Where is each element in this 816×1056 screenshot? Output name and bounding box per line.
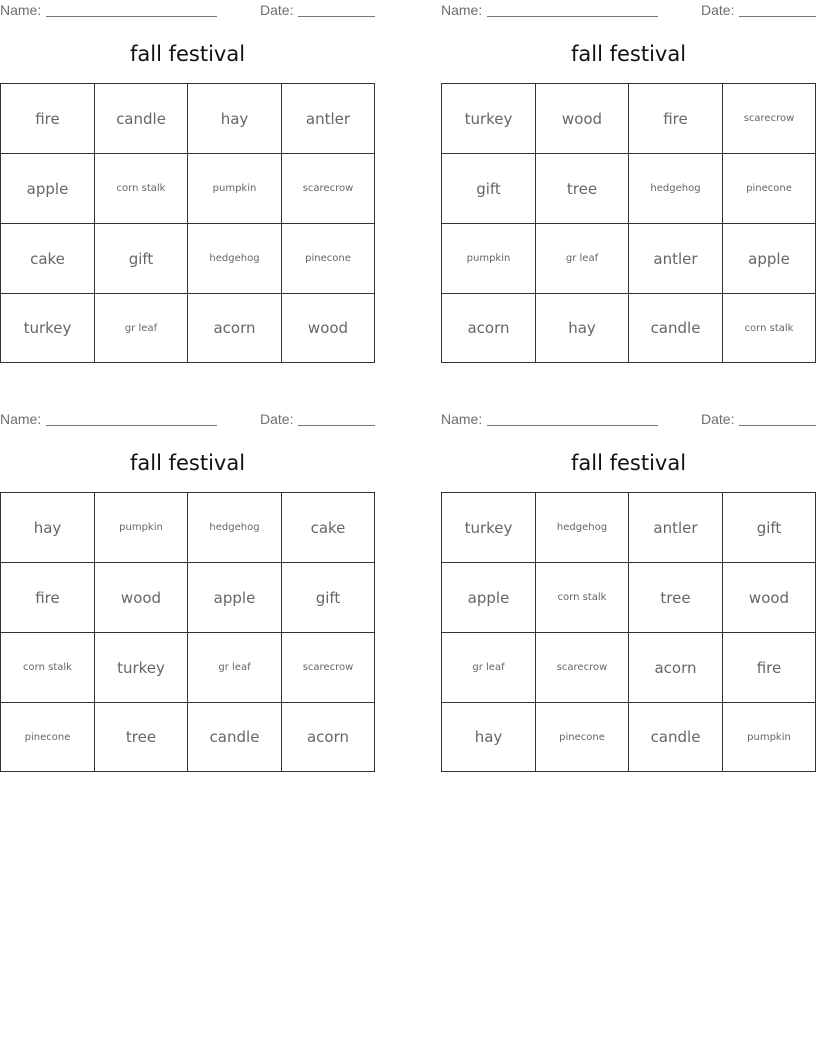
bingo-cell: pinecone (1, 703, 95, 772)
name-date-row (0, 0, 376, 20)
bingo-cell: corn stalk (723, 294, 816, 363)
bingo-cell: gr leaf (442, 633, 536, 703)
date-blank (298, 425, 375, 426)
bingo-cell: gift (95, 224, 188, 294)
bingo-grid (0, 83, 375, 363)
date-blank (739, 425, 816, 426)
bingo-cell: acorn (629, 633, 723, 703)
bingo-cell: scarecrow (536, 633, 629, 703)
card-title: fall festival (129, 451, 246, 475)
bingo-cell: hedgehog (188, 224, 282, 294)
bingo-grid (0, 492, 375, 772)
name-label: Name: (0, 2, 42, 18)
bingo-cell: fire (1, 84, 95, 154)
bingo-card (0, 0, 376, 337)
bingo-cell: tree (629, 563, 723, 633)
name-label: Name: (441, 411, 483, 427)
bingo-cell: apple (723, 224, 816, 294)
bingo-cell: apple (442, 563, 536, 633)
bingo-grid (441, 492, 816, 772)
bingo-cell: turkey (95, 633, 188, 703)
bingo-cell: wood (95, 563, 188, 633)
name-date-row (441, 0, 816, 20)
bingo-cell: acorn (282, 703, 375, 772)
bingo-cell: hay (536, 294, 629, 363)
bingo-cell: hedgehog (629, 154, 723, 224)
bingo-cell: apple (1, 154, 95, 224)
bingo-cell: apple (188, 563, 282, 633)
date-label: Date: (260, 411, 294, 427)
bingo-cell: gift (282, 563, 375, 633)
date-blank (739, 16, 816, 17)
bingo-cell: pumpkin (723, 703, 816, 772)
name-blank (46, 425, 217, 426)
bingo-cell: candle (188, 703, 282, 772)
name-date-row (0, 409, 376, 429)
bingo-cell: cake (1, 224, 95, 294)
name-blank (46, 16, 217, 17)
name-blank (487, 16, 658, 17)
bingo-cell: hedgehog (188, 493, 282, 563)
bingo-cell: wood (536, 84, 629, 154)
bingo-cell: corn stalk (1, 633, 95, 703)
bingo-cell: turkey (1, 294, 95, 363)
bingo-cell: candle (95, 84, 188, 154)
card-title: fall festival (570, 451, 687, 475)
name-label: Name: (0, 411, 42, 427)
bingo-cell: pumpkin (188, 154, 282, 224)
bingo-cell: scarecrow (282, 633, 375, 703)
bingo-cell: hay (188, 84, 282, 154)
bingo-cell: tree (536, 154, 629, 224)
bingo-card (441, 0, 816, 337)
bingo-cell: gift (723, 493, 816, 563)
bingo-cell: wood (282, 294, 375, 363)
bingo-cell: pinecone (282, 224, 375, 294)
bingo-cell: corn stalk (536, 563, 629, 633)
bingo-cell: corn stalk (95, 154, 188, 224)
date-label: Date: (701, 411, 735, 427)
name-blank (487, 425, 658, 426)
bingo-cell: gift (442, 154, 536, 224)
bingo-cell: wood (723, 563, 816, 633)
bingo-cell: pinecone (536, 703, 629, 772)
bingo-card (441, 409, 816, 746)
bingo-cell: gr leaf (95, 294, 188, 363)
bingo-cell: fire (629, 84, 723, 154)
bingo-cell: pumpkin (95, 493, 188, 563)
bingo-cell: pinecone (723, 154, 816, 224)
bingo-cell: antler (629, 224, 723, 294)
name-label: Name: (441, 2, 483, 18)
date-label: Date: (260, 2, 294, 18)
bingo-cell: hay (1, 493, 95, 563)
card-title: fall festival (129, 42, 246, 66)
bingo-cell: pumpkin (442, 224, 536, 294)
bingo-cell: scarecrow (723, 84, 816, 154)
bingo-cell: antler (629, 493, 723, 563)
bingo-card (0, 409, 376, 746)
bingo-cell: turkey (442, 84, 536, 154)
bingo-cell: cake (282, 493, 375, 563)
bingo-cell: gr leaf (188, 633, 282, 703)
bingo-cell: gr leaf (536, 224, 629, 294)
bingo-cell: fire (723, 633, 816, 703)
bingo-cell: hay (442, 703, 536, 772)
bingo-cell: candle (629, 703, 723, 772)
bingo-cell: tree (95, 703, 188, 772)
bingo-cell: candle (629, 294, 723, 363)
bingo-cell: hedgehog (536, 493, 629, 563)
bingo-cell: acorn (442, 294, 536, 363)
bingo-cell: antler (282, 84, 375, 154)
name-date-row (441, 409, 816, 429)
bingo-cell: fire (1, 563, 95, 633)
date-label: Date: (701, 2, 735, 18)
date-blank (298, 16, 375, 17)
bingo-cell: acorn (188, 294, 282, 363)
bingo-cell: turkey (442, 493, 536, 563)
bingo-grid (441, 83, 816, 363)
bingo-cell: scarecrow (282, 154, 375, 224)
card-title: fall festival (570, 42, 687, 66)
